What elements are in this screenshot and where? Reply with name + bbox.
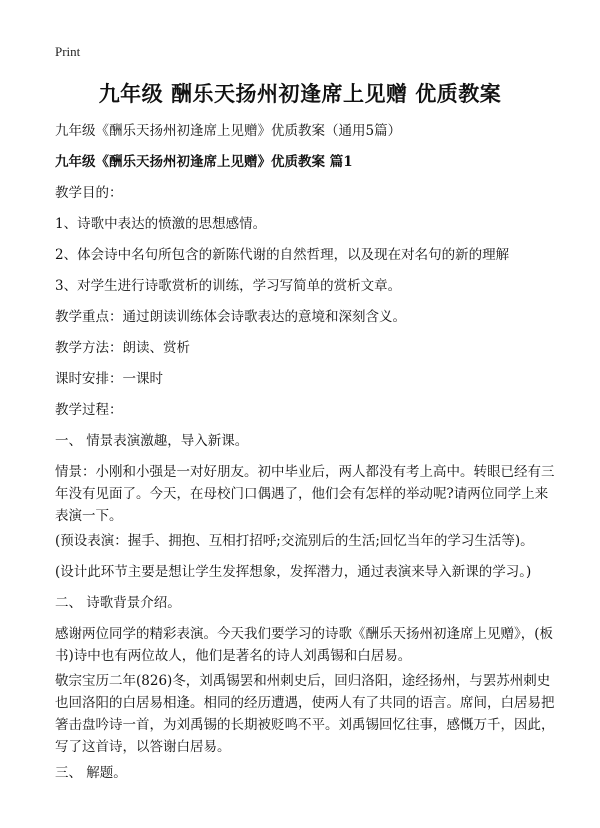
paragraph-schedule: 课时安排：一课时 <box>55 371 163 387</box>
paragraph-key-points: 教学重点：通过朗读训练体会诗歌表达的意境和深刻含义。 <box>55 309 406 325</box>
page-title: 九年级 酬乐天扬州初逢席上见赠 优质教案 <box>98 82 502 106</box>
paragraph-step-3-heading: 三、 解题。 <box>55 765 127 781</box>
paragraph-background: 敬宗宝历二年(826)冬，刘禹锡罢和州刺史后，回归洛阳，途经扬州，与罢苏州刺史也回洛阳的白居易相逢。相同的经历遭遇，使两人有了共同的语言。席间，白居易把箸击盘吟诗一首，为刘禹锡的长期被贬鸣不平。刘禹锡回忆往事，感慨万千，因此，写了这首诗，以答谢白居易。 <box>55 673 555 755</box>
paragraph-objective-2: 2、体会诗中名句所包含的新陈代谢的自然哲理，以及现在对名句的新的理解 <box>55 247 510 263</box>
paragraph-objective-3: 3、对学生进行诗歌赏析的训练，学习写简单的赏析文章。 <box>55 278 402 294</box>
paragraph-objective-1: 1、诗歌中表达的愤激的思想感情。 <box>55 216 267 232</box>
paragraph-methods: 教学方法：朗读、赏析 <box>55 340 190 356</box>
paragraph-design-note: (设计此环节主要是想让学生发挥想象，发挥潜力，通过表演来导入新课的学习。) <box>55 564 532 580</box>
section-heading: 九年级《酬乐天扬州初逢席上见赠》优质教案 篇1 <box>55 154 353 170</box>
paragraph-preset-performance: (预设表演：握手、拥抱、互相打招呼;交流别后的生活;回忆当年的学习生活等)。 <box>55 533 534 549</box>
paragraph-thanks: 感谢两位同学的精彩表演。今天我们要学习的诗歌《酬乐天扬州初逢席上见赠》，(板书)诗中也有两位故人，他们是著名的诗人刘禹锡和白居易。 <box>55 626 554 664</box>
paragraph-scenario: 情景：小刚和小强是一对好朋友。初中毕业后，两人都没有考上高中。转眼已经有三年没有见面了。今天，在母校门口偶遇了，他们会有怎样的举动呢?请两位同学上来表演一下。 <box>55 464 555 524</box>
print-link[interactable]: Print <box>55 44 81 59</box>
paragraph-process-heading: 教学过程： <box>55 402 123 418</box>
paragraph-step-1-heading: 一、 情景表演激趣，导入新课。 <box>55 433 249 449</box>
paragraph-objectives-heading: 教学目的： <box>55 185 123 201</box>
paragraph-step-2-heading: 二、 诗歌背景介绍。 <box>55 595 181 611</box>
subtitle: 九年级《酬乐天扬州初逢席上见赠》优质教案（通用5篇） <box>55 123 402 139</box>
